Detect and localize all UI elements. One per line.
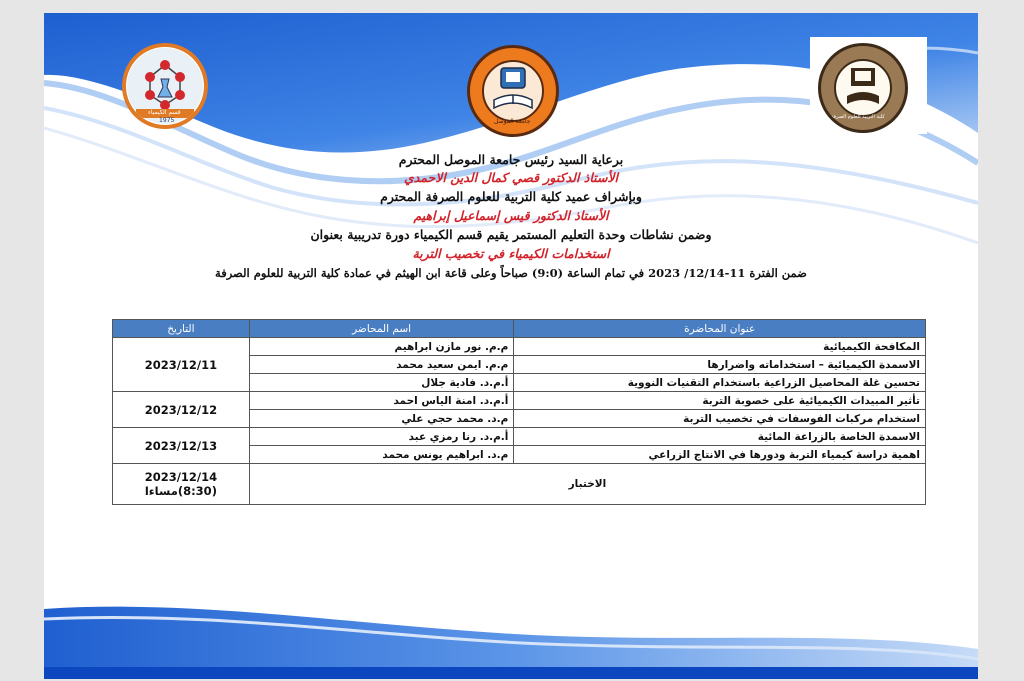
table-row (113, 338, 926, 356)
logo-center-label: جامعة الموصل (494, 118, 531, 125)
chemistry-department-logo (122, 43, 208, 129)
table-row (113, 464, 926, 505)
exam-cell: الاختبار (249, 464, 925, 505)
lecture-title: استخدام مركبات الفوسفات في تخصيب التربة (514, 410, 926, 428)
lecturer-name: م.د. ابراهيم يونس محمد (249, 446, 514, 464)
lecture-title: الاسمدة الكيميائية – استخداماته واضرارها (514, 356, 926, 374)
poster-sheet (44, 13, 978, 679)
university-president-name: الأستاذ الدكتور قصي كمال الدين الاحمدي (403, 170, 619, 185)
logo-left-label: قسم الكيمياء (148, 109, 181, 116)
table-row (113, 428, 926, 446)
course-title: استخدامات الكيمياء في تخصيب التربة (412, 246, 610, 261)
college-of-education-logo (810, 37, 927, 134)
logo-right-label: كلية التربية للعلوم الصرفة (831, 114, 885, 120)
table-header-row (113, 320, 926, 338)
column-header-date: التاريخ (113, 320, 250, 338)
course-intro-line: وضمن نشاطات وحدة التعليم المستمر يقيم قسم الكيمياء دورة تدريبية بعنوان (310, 227, 712, 242)
lecturer-name: م.م. نور مازن ابراهيم (249, 338, 514, 356)
course-schedule-line: ضمن الفترة 11-12/14/ 2023 في تمام الساعة (9:0) صباحاً وعلى قاعة ابن الهيثم في عمادة كلية التربية للعلوم الصرفة (215, 266, 807, 280)
lecturer-name: أ.م.د. فادية جلال (249, 374, 514, 392)
university-of-mosul-logo (467, 45, 559, 137)
exam-date (113, 464, 250, 505)
lecture-title: المكافحة الكيميائية (514, 338, 926, 356)
lecture-title: تأثير المبيدات الكيميائية على خصوبة التربة (514, 392, 926, 410)
lecture-date: 2023/12/11 (113, 338, 250, 392)
column-header-lecturer: اسم المحاضر (249, 320, 514, 338)
table-row (113, 392, 926, 410)
exam-date-day: 2023/12/14 (144, 470, 218, 484)
lecture-date: 2023/12/13 (113, 428, 250, 464)
supervision-line: وبإشراف عميد كلية التربية للعلوم الصرفة المحترم (380, 189, 642, 204)
lecturer-name: م.م. ايمن سعيد محمد (249, 356, 514, 374)
lecture-date: 2023/12/12 (113, 392, 250, 428)
patronage-line: برعاية السيد رئيس جامعة الموصل المحترم (398, 152, 624, 167)
bottom-wave-decoration (44, 589, 978, 679)
lecture-schedule-table (112, 319, 926, 505)
college-emblem-disk (818, 43, 908, 133)
dean-name: الأستاذ الدكتور قيس إسماعيل إبراهيم (413, 208, 609, 223)
lecture-title: تحسين غلة المحاصيل الزراعية باستخدام التقنيات النووية (514, 374, 926, 392)
lecturer-name: م.د. محمد حجي علي (249, 410, 514, 428)
lecture-title: الاسمدة الخاصة بالزراعة المائية (514, 428, 926, 446)
column-header-title: عنوان المحاضرة (514, 320, 926, 338)
exam-date-time: (8:30)مساءا (144, 484, 217, 498)
lecture-title: اهمية دراسة كيمياء التربة ودورها في الانتاج الزراعي (514, 446, 926, 464)
lecturer-name: أ.م.د. امنة الياس احمد (249, 392, 514, 410)
lecturer-name: أ.م.د. رنا رمزي عبد (249, 428, 514, 446)
logo-left-year: 1975 (159, 117, 175, 124)
